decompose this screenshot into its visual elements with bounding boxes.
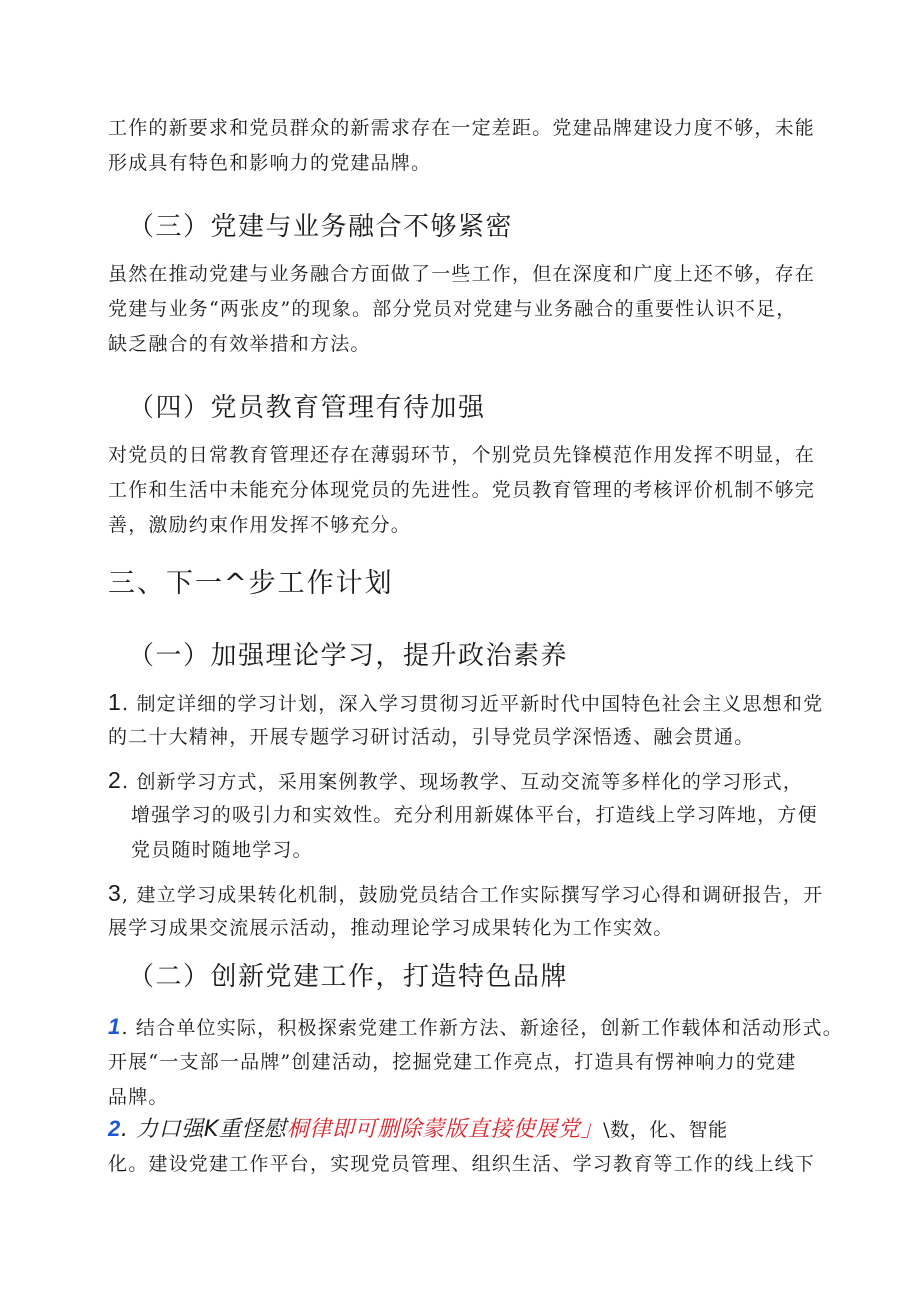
plan-1-item-1-line-1: [108, 690, 823, 716]
plan-1-item-3-line-2: 展学习成果交流展示活动，推动理论学习成果转化为工作实效。: [108, 917, 674, 939]
section-3-line-1: 虽然在推动党建与业务融合方面做了一些工作，但在深度和广度上还不够，存在: [108, 263, 816, 285]
section-4-line-3: 善，激励约束作用发挥不够充分。: [108, 514, 412, 536]
intro-line-1: 工作的新要求和党员群众的新需求存在一定差距。党建品牌建设力度不够，未能: [108, 117, 816, 139]
part-3-heading: 三、下一^步工作计划: [108, 568, 394, 599]
item-number: 2: [108, 1116, 121, 1141]
item-text: . 制定详细的学习计划，深入学习贯彻习近平新时代中国特色社会主义思想和党: [122, 693, 824, 715]
item-text: . 创新学习方式，采用案例教学、现场教学、互动交流等多样化的学习形式，: [122, 771, 804, 793]
watermark-text: 桐律即可删除蒙版直接使展党: [286, 1117, 581, 1142]
item-tail: \数，化、智能: [603, 1119, 728, 1141]
plan-1-item-3-line-1: [108, 881, 823, 907]
section-3-line-2: 党建与业务“两张皮”的现象。部分党员对党建与业务融合的重要性认识不足，: [108, 298, 797, 320]
plan-1-item-2-line-1: [108, 768, 803, 794]
plan-2-item-1-line-3: 品牌。: [108, 1086, 169, 1108]
item-number: 2: [108, 767, 122, 793]
plan-1-item-2-line-2: 增强学习的吸引力和实效性。充分利用新媒体平台，打造线上学习阵地，方便: [131, 804, 818, 826]
item-text: , 建立学习成果转化机制，鼓励党员结合工作实际撰写学习心得和调研报告，开: [122, 884, 824, 906]
item-number: 1: [108, 1014, 122, 1039]
plan-2-item-1-line-2: 开展“一支部一品牌”创建活动，挖掘党建工作亮点，打造具有愣神响力的党建: [108, 1051, 797, 1073]
item-text: . 结合单位实际，积极探索党建工作新方法、新途径，创新工作载体和活动形式。: [121, 1017, 843, 1039]
section-3-heading: （三）党建与业务融合不够紧密: [128, 212, 514, 242]
plan-1-item-2-line-3: 党员随时随地学习。: [131, 839, 313, 861]
item-number: 1: [108, 689, 122, 715]
intro-line-2: 形成具有特色和影响力的党建品牌。: [108, 152, 432, 174]
plan-1-heading: （一）加强理论学习，提升政治素养: [128, 641, 569, 671]
plan-1-item-1-line-2: 的二十大精神，开展专题学习研讨活动，引导党员学深悟透、融会贯通。: [108, 726, 755, 748]
plan-2-heading: （二）创新党建工作，打造特色品牌: [128, 962, 569, 992]
watermark-bracket: 」: [580, 1117, 604, 1142]
section-4-heading: （四）党员教育管理有待加强: [128, 393, 486, 423]
plan-2-item-2-line-1: [108, 1117, 728, 1142]
section-3-line-3: 缺乏融合的有效举措和方法。: [108, 333, 371, 355]
section-4-line-1: 对党员的日常教育管理还存在薄弱环节，个别党员先锋模范作用发挥不明显，在: [108, 444, 816, 466]
item-number: 3: [108, 880, 122, 906]
garbled-text: . 力口强K重怪慰: [120, 1117, 287, 1142]
plan-2-item-1-line-1: [108, 1015, 843, 1040]
plan-2-item-2-line-2: 化。建设党建工作平台，实现党员管理、组织生活、学习教育等工作的线上线下: [108, 1153, 816, 1175]
section-4-line-2: 工作和生活中未能充分体现党员的先进性。党员教育管理的考核评价机制不够完: [108, 479, 816, 501]
